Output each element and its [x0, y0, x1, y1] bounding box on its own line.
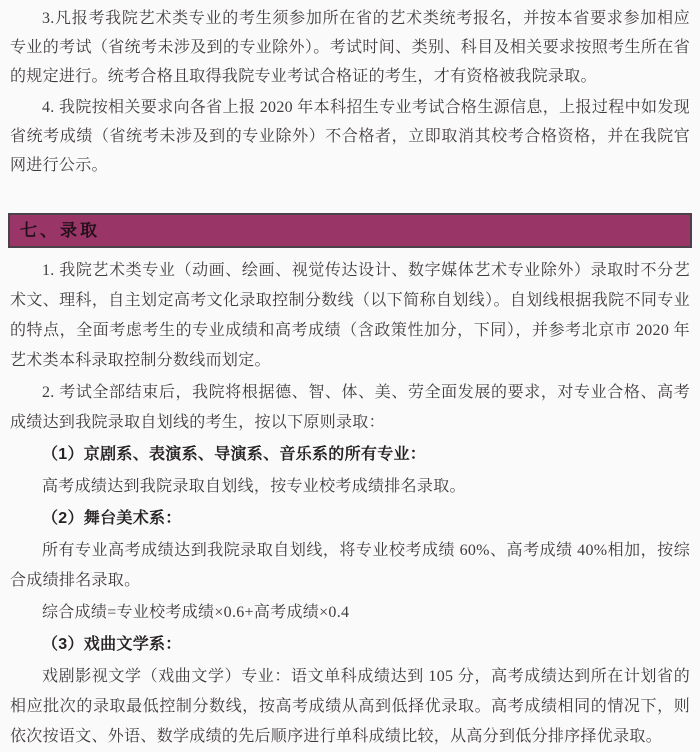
intro-paragraph-3: 3.凡报考我院艺术类专业的考生须参加所在省的艺术类统考报名，并按本省要求参加相应专业的考试（省统考未涉及到的专业除外）。考试时间、类别、科目及相关要求按照考生所在省的规定进行。统考合格且取得我院专业考试合格证的考生，才有资格被我院录取。: [10, 10, 690, 85]
body-paragraph-rule-2: 所有专业高考成绩达到我院录取自划线，将专业校考成绩 60%、高考成绩 40%相加，按综合成绩排名录取。: [10, 542, 690, 589]
subheading-wutai-meishu: （2）舞台美术系：: [42, 510, 182, 527]
formula-line: 综合成绩=专业校考成绩×0.6+高考成绩×0.4: [42, 604, 350, 621]
body-paragraph-rule-3: 戏剧影视文学（戏曲文学）专业：语文单科成绩达到 105 分，高考成绩达到所在计划省的相应批次的录取最低控制分数线，按高考成绩从高到低择优录取。高考成绩相同的情况下，则依次按语文、外语、数学成绩的先后顺序进行单科成绩比较，从高分到低分排序择优录取。: [10, 668, 690, 745]
subheading-xiqu-wenxue: （3）戏曲文学系：: [42, 636, 182, 653]
subheading-jingju-biaoyan-daoyan-yinyue: （1）京剧系、表演系、导演系、音乐系的所有专业：: [42, 446, 427, 463]
section-body: [10, 256, 690, 752]
intro-paragraph-4: 4. 我院按相关要求向各省上报 2020 年本科招生专业考试合格生源信息，上报过程中如发现省统考成绩（省统考未涉及到的专业除外）不合格者，立即取消其校考合格资格，并在我院官网进行公示。: [10, 99, 690, 174]
section-header-bar: [8, 213, 692, 248]
section-title: 七、录取: [20, 221, 100, 240]
body-paragraph-1: 1. 我院艺术类专业（动画、绘画、视觉传达设计、数字媒体艺术专业除外）录取时不分艺术文、理科，自主划定高考文化录取控制分数线（以下简称自划线）。自划线根据我院不同专业的特点，全面考虑考生的专业成绩和高考成绩（含政策性加分，下同），并参考北京市 2020 年艺术类本科录取控制分数线而划定。: [10, 262, 690, 369]
body-paragraph-2: 2. 考试全部结束后，我院将根据德、智、体、美、劳全面发展的要求，对专业合格、高考成绩达到我院录取自划线的考生，按以下原则录取：: [10, 384, 690, 431]
body-paragraph-rule-1: 高考成绩达到我院录取自划线，按专业校考成绩排名录取。: [42, 478, 466, 495]
